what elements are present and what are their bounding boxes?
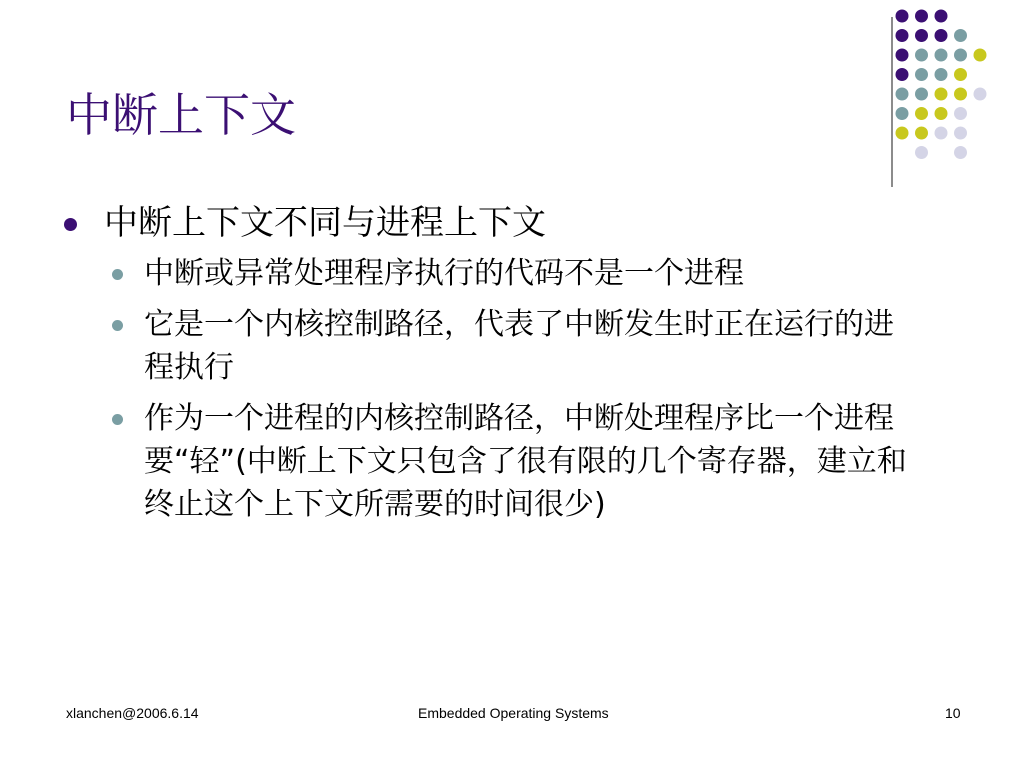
decorative-dot (915, 10, 928, 23)
bullet-dot-icon (112, 414, 123, 425)
decorative-dot (896, 49, 909, 62)
decorative-dot (915, 68, 928, 81)
vertical-divider (891, 17, 893, 187)
bullet-level2 (104, 397, 919, 526)
decorative-dot (896, 107, 909, 120)
decorative-dot (915, 49, 928, 62)
decorative-dot (896, 68, 909, 81)
bullet-dot-icon (112, 269, 123, 280)
footer-course-title: Embedded Operating Systems (418, 705, 609, 721)
footer-author-date: xlanchen@2006.6.14 (66, 705, 199, 721)
decorative-dot (935, 107, 948, 120)
decorative-dot (896, 10, 909, 23)
decorative-dot (954, 49, 967, 62)
decorative-dot (974, 88, 987, 101)
decorative-dot (954, 88, 967, 101)
decorative-dot (915, 88, 928, 101)
bullet-level1 (60, 200, 960, 246)
bullet-level2 (104, 303, 919, 389)
bullet-dot-icon (112, 320, 123, 331)
decorative-dot (954, 68, 967, 81)
bullet-level2 (104, 252, 919, 295)
decorative-dot (935, 49, 948, 62)
decorative-dot (954, 127, 967, 140)
decorative-dot-grid (895, 8, 1015, 168)
decorative-dot (974, 49, 987, 62)
decorative-dot (896, 127, 909, 140)
bullet-level2-text: 中断或异常处理程序执行的代码不是一个进程 (144, 256, 744, 291)
bullet-level2-text: 作为一个进程的内核控制路径，中断处理程序比一个进程要“轻”(中断上下文只包含了很有限的几个寄存器，建立和终止这个上下文所需要的时间很少) (144, 401, 907, 522)
decorative-dot (915, 107, 928, 120)
decorative-dot (915, 127, 928, 140)
bullet-dot-icon (64, 218, 77, 231)
decorative-dot (935, 88, 948, 101)
decorative-dot (896, 29, 909, 42)
decorative-dot (935, 68, 948, 81)
decorative-dot (954, 146, 967, 159)
bullet-level2-text: 它是一个内核控制路径，代表了中断发生时正在运行的进程执行 (144, 307, 894, 385)
decorative-dot (954, 107, 967, 120)
slide-body (60, 200, 960, 534)
decorative-dot (896, 88, 909, 101)
decorative-dot (954, 29, 967, 42)
slide-title: 中断上下文 (66, 88, 296, 142)
decorative-dot (935, 29, 948, 42)
decorative-dot (915, 29, 928, 42)
bullet-level1-text: 中断上下文不同与进程上下文 (104, 203, 546, 243)
decorative-dot (935, 127, 948, 140)
decorative-dot (915, 146, 928, 159)
decorative-dot (935, 10, 948, 23)
footer-page-number: 10 (945, 705, 961, 721)
